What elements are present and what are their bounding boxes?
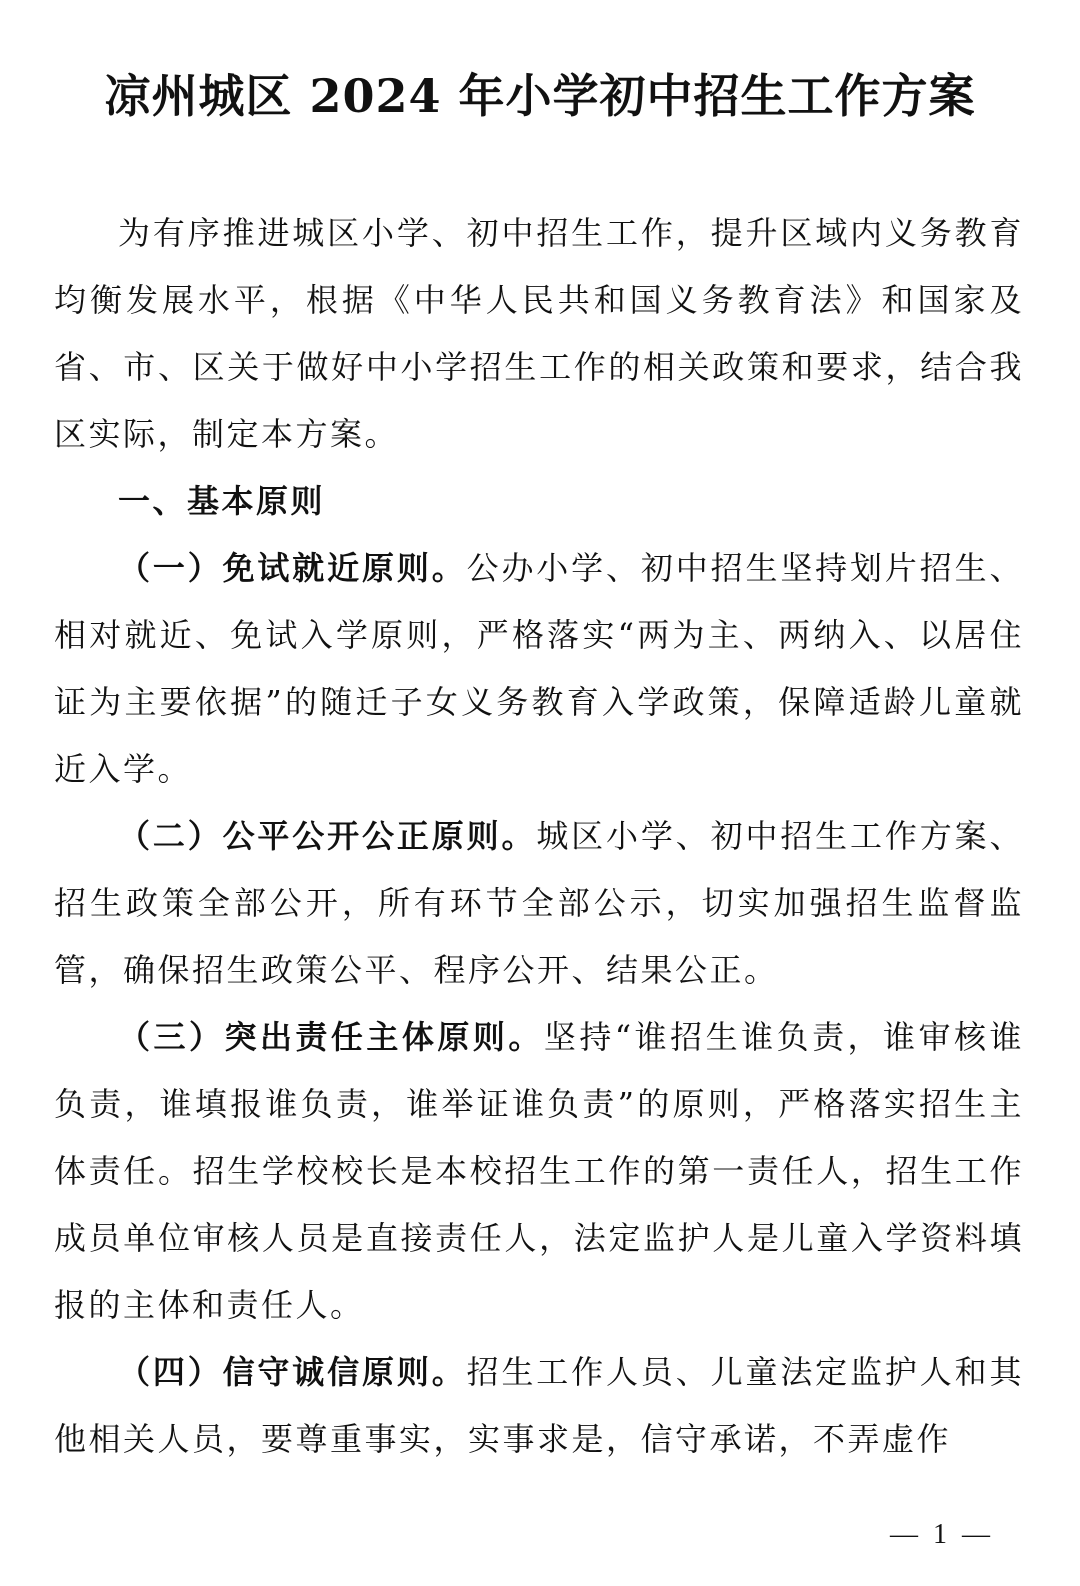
page-number: — 1 — [890, 1519, 994, 1550]
principle-text-1: 公办小学、初中招生坚持划片招生、相对就近、免试入学原则，严格落实“两为主、两纳入、以居住证为主要依据”的随迁子女义务教育入学政策，保障适龄儿童就近入学。 [54, 549, 1024, 788]
principle-heading-4: （四）信守诚信原则。 [118, 1353, 467, 1391]
principle-heading-3: （三）突出责任主体原则。 [118, 1018, 544, 1056]
section-heading-basic-principles: 一、基本原则 [118, 482, 326, 520]
intro-paragraph: 为有序推进城区小学、初中招生工作，提升区域内义务教育均衡发展水平，根据《中华人民共和国义务教育法》和国家及省、市、区关于做好中小学招生工作的相关政策和要求，结合我区实际，制定本方案。 [54, 214, 1024, 453]
principle-text-2: 城区小学、初中招生工作方案、招生政策全部公开，所有环节全部公示，切实加强招生监督监管，确保招生政策公平、程序公开、结果公正。 [54, 817, 1024, 989]
principle-paragraph-1 [54, 535, 1024, 803]
principle-heading-2: （二）公平公开公正原则。 [118, 817, 537, 855]
principle-paragraph-3 [54, 1004, 1024, 1339]
document-title: 凉州城区 2024 年小学初中招生工作方案 [104, 69, 976, 123]
principle-text-4: 招生工作人员、儿童法定监护人和其他相关人员，要尊重事实，实事求是，信守承诺，不弄虚作 [54, 1353, 1024, 1458]
document-body [54, 200, 1024, 1473]
principle-text-3: 坚持“谁招生谁负责，谁审核谁负责，谁填报谁负责，谁举证谁负责”的原则，严格落实招生主体责任。招生学校校长是本校招生工作的第一责任人，招生工作成员单位审核人员是直接责任人，法定监护人是儿童入学资料填报的主体和责任人。 [54, 1018, 1024, 1324]
principle-paragraph-4 [54, 1339, 1024, 1473]
principle-heading-1: （一）免试就近原则。 [118, 549, 467, 587]
principle-paragraph-2 [54, 803, 1024, 1004]
